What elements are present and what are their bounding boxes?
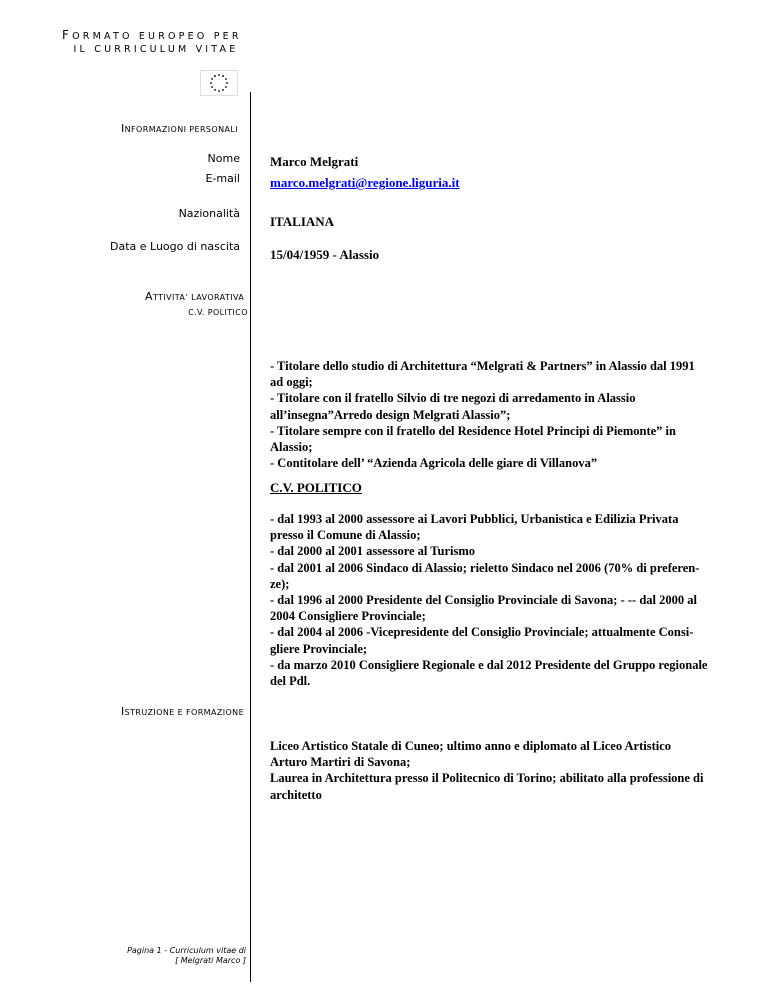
name-value: Marco Melgrati: [270, 154, 359, 169]
flag-star: [214, 75, 216, 77]
political-line: - dal 2004 al 2006 -Vicepresidente del Consiglio Provinciale; attualmente Consi-: [270, 625, 694, 640]
footer-line1: Pagina 1 - Curriculum vitae di: [127, 946, 246, 955]
birth-value: 15/04/1959 - Alassio: [270, 247, 380, 262]
header-title-line2: IL CURRICULUM VITAE: [73, 44, 239, 55]
flag-star: [211, 86, 213, 88]
work-line: Alassio;: [270, 440, 313, 455]
education-line: architetto: [270, 787, 322, 802]
political-line: - dal 1996 al 2000 Presidente del Consiglio Provinciale di Savona; - -- dal 2000 al: [270, 593, 697, 608]
flag-star: [211, 78, 213, 80]
section-work-title: ATTIVITA’ LAVORATIVA: [145, 290, 245, 303]
work-line: ad oggi;: [270, 375, 313, 390]
flag-star: [210, 82, 212, 84]
email-label: E-mail: [205, 172, 240, 185]
political-line: presso il Comune di Alassio;: [270, 528, 421, 543]
political-line: - dal 2001 al 2006 Sindaco di Alassio; rieletto Sindaco nel 2006 (70% di preferen-: [270, 560, 700, 575]
political-line: - dal 2000 al 2001 assessore al Turismo: [270, 544, 475, 559]
nationality-value: ITALIANA: [270, 214, 335, 229]
flag-star: [218, 74, 220, 76]
work-line: - Titolare dello studio di Architettura “Melgrati & Partners” in Alassio dal 1991: [270, 359, 695, 373]
work-line: - Contitolare dell’ “Azienda Agricola delle giare di Villanova”: [270, 456, 598, 471]
header-cap: F: [62, 28, 73, 42]
political-line: - da marzo 2010 Consigliere Regionale e dal 2012 Presidente del Gruppo regionale: [270, 657, 708, 672]
political-line: 2004 Consigliere Provinciale;: [270, 609, 426, 624]
flag-star: [218, 90, 220, 92]
education-line: Laurea in Architettura presso il Politecnico di Torino; abilitato alla professione di: [270, 771, 704, 786]
page-footer: [100, 946, 246, 966]
flag-star: [226, 82, 228, 84]
political-line: gliere Provinciale;: [270, 641, 368, 656]
flag-star: [222, 89, 224, 91]
header-title-line1: [62, 28, 242, 42]
education-paragraph: [270, 738, 730, 803]
work-line: - Titolare con il fratello Silvio di tre negozi di arredamento in Alassio: [270, 391, 636, 406]
political-line: - dal 1993 al 2000 assessore ai Lavori Pubblici, Urbanistica e Edilizia Privata: [270, 512, 679, 526]
email-link[interactable]: marco.melgrati@regione.liguria.it: [270, 175, 460, 190]
work-paragraph: [270, 358, 730, 471]
work-line: all’insegna”Arredo design Melgrati Alassio”;: [270, 407, 511, 422]
footer-line2: [ Melgrati Marco ]: [175, 956, 246, 965]
political-heading: C.V. POLITICO: [270, 480, 362, 495]
section-education-title: ISTRUZIONE E FORMAZIONE: [121, 705, 245, 718]
political-line: ze);: [270, 576, 290, 591]
section-political-subtitle: C.V. POLITICO: [188, 308, 248, 317]
name-label: Nome: [207, 152, 240, 165]
political-paragraph: [270, 511, 730, 689]
column-divider: [250, 92, 251, 982]
work-line: - Titolare sempre con il fratello del Residence Hotel Principi di Piemonte” in: [270, 423, 676, 438]
education-line: Liceo Artistico Statale di Cuneo; ultimo anno e diplomato al Liceo Artistico: [270, 739, 672, 753]
flag-star: [214, 89, 216, 91]
birth-label: Data e Luogo di nascita: [109, 240, 240, 253]
flag-star: [225, 78, 227, 80]
header-rest: ORMATO EUROPEO PER: [72, 31, 242, 42]
political-line: del Pdl.: [270, 674, 311, 689]
eu-flag-icon: [200, 70, 238, 96]
nationality-label: Nazionalità: [178, 207, 240, 220]
flag-star: [222, 75, 224, 77]
section-personal-title: INFORMAZIONI PERSONALI: [121, 122, 238, 135]
flag-star: [225, 86, 227, 88]
education-line: Arturo Martiri di Savona;: [270, 755, 411, 770]
